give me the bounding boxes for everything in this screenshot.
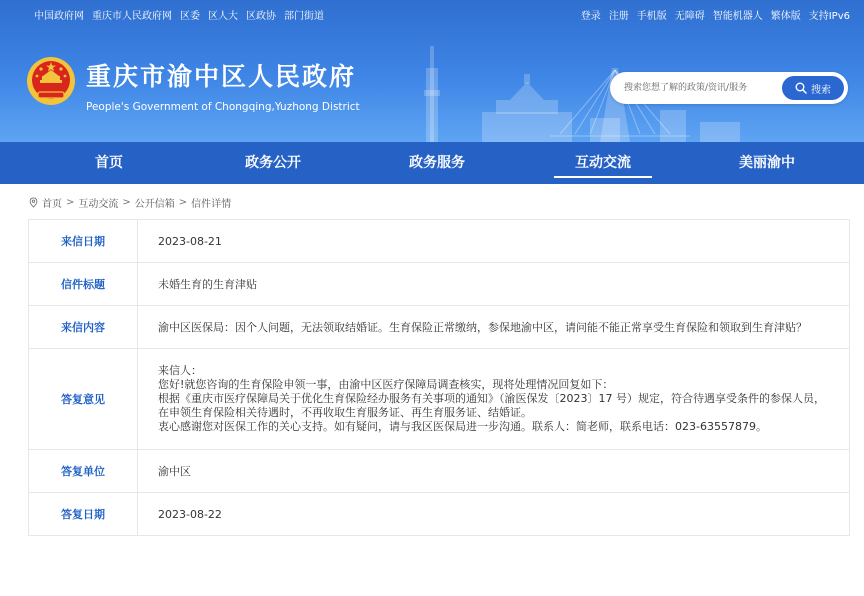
reply-date-value: 2023-08-22 [138,493,850,536]
reply-line: 衷心感谢您对医保工作的关心支持。如有疑问，请与我区医保局进一步沟通。联系人：简老师，联系电话：023-63557879。 [158,420,767,433]
link-district-cppcc[interactable]: 区政协 [246,11,276,22]
row-letter-date [29,220,850,263]
location-pin-icon [28,197,39,208]
search-button[interactable] [782,76,844,100]
letter-date-value: 2023-08-21 [138,220,850,263]
nav-item-home[interactable]: 首页 [95,155,123,171]
reply-line: 在申领生育保险相关待遇时，不再收取生育服务证、再生育服务证、结婚证。 [158,406,532,419]
letter-title-label: 信件标题 [29,263,138,306]
national-emblem-icon [26,56,76,106]
top-bar [0,0,864,34]
breadcrumb-separator: > [66,196,75,208]
row-letter-content [29,306,850,349]
top-links-left [34,10,324,24]
breadcrumb [28,194,231,210]
row-reply-unit [29,450,850,493]
link-ipv6[interactable]: 支持IPv6 [808,11,850,22]
breadcrumb-mailbox[interactable]: 公开信箱 [134,198,175,210]
letter-date-label: 来信日期 [29,220,138,263]
reply-opinion-value [138,349,850,450]
letter-content-value: 渝中区医保局：因个人问题，无法领取结婚证。生育保险正常缴纳，参保地渝中区，请问能不能正常享受生育保险和领取到生育津贴？ [138,306,850,349]
main-nav [0,142,864,184]
breadcrumb-interaction[interactable]: 互动交流 [78,198,119,210]
letter-detail-table [28,219,850,536]
breadcrumb-separator: > [122,196,131,208]
link-cq-gov[interactable]: 重庆市人民政府网 [92,11,172,22]
row-reply-date [29,493,850,536]
letter-title-value: 未婚生育的生育津贴 [138,263,850,306]
search-icon [795,82,807,94]
nav-item-interaction[interactable]: 互动交流 [554,142,652,184]
link-robot[interactable]: 智能机器人 [712,11,763,22]
search-input[interactable] [624,78,784,98]
link-login[interactable]: 登录 [580,11,601,22]
row-reply-opinion [29,349,850,450]
site-title: 重庆市渝中区人民政府 [86,62,357,91]
reply-line: 您好!就您咨询的生育保险申领一事，由渝中区医疗保障局调查核实，现将处理情况回复如下： [158,378,614,391]
reply-line: 根据《重庆市医疗保障局关于优化生育保险经办服务有关事项的通知》（渝医保发〔2023〕17 号）规定，符合待遇享受条件的参保人员， [158,392,825,405]
link-mobile[interactable]: 手机版 [636,11,667,22]
nav-item-beautiful-yuzhong[interactable]: 美丽渝中 [739,155,795,171]
letter-content-label: 来信内容 [29,306,138,349]
site-subtitle: People's Government of Chongqing,Yuzhong District [86,101,360,113]
nav-item-gov-services[interactable]: 政务服务 [409,155,465,171]
link-traditional[interactable]: 繁体版 [770,11,801,22]
top-links-right [581,10,850,24]
link-district-congress[interactable]: 区人大 [208,11,238,22]
row-letter-title [29,263,850,306]
search-button-label: 搜索 [811,84,831,96]
search-box [610,72,848,104]
breadcrumb-letter-detail[interactable]: 信件详情 [191,198,232,210]
reply-line: 来信人： [158,364,202,377]
link-departments[interactable]: 部门街道 [284,11,324,22]
reply-unit-value: 渝中区 [138,450,850,493]
link-accessibility[interactable]: 无障碍 [674,11,705,22]
reply-date-label: 答复日期 [29,493,138,536]
link-gov-cn[interactable]: 中国政府网 [34,11,84,22]
breadcrumb-home[interactable]: 首页 [42,198,62,210]
reply-unit-label: 答复单位 [29,450,138,493]
reply-opinion-label: 答复意见 [29,349,138,450]
link-district-committee[interactable]: 区委 [180,11,200,22]
link-register[interactable]: 注册 [608,11,629,22]
site-header [0,0,864,142]
breadcrumb-separator: > [178,196,188,208]
nav-item-gov-affairs[interactable]: 政务公开 [245,155,301,171]
